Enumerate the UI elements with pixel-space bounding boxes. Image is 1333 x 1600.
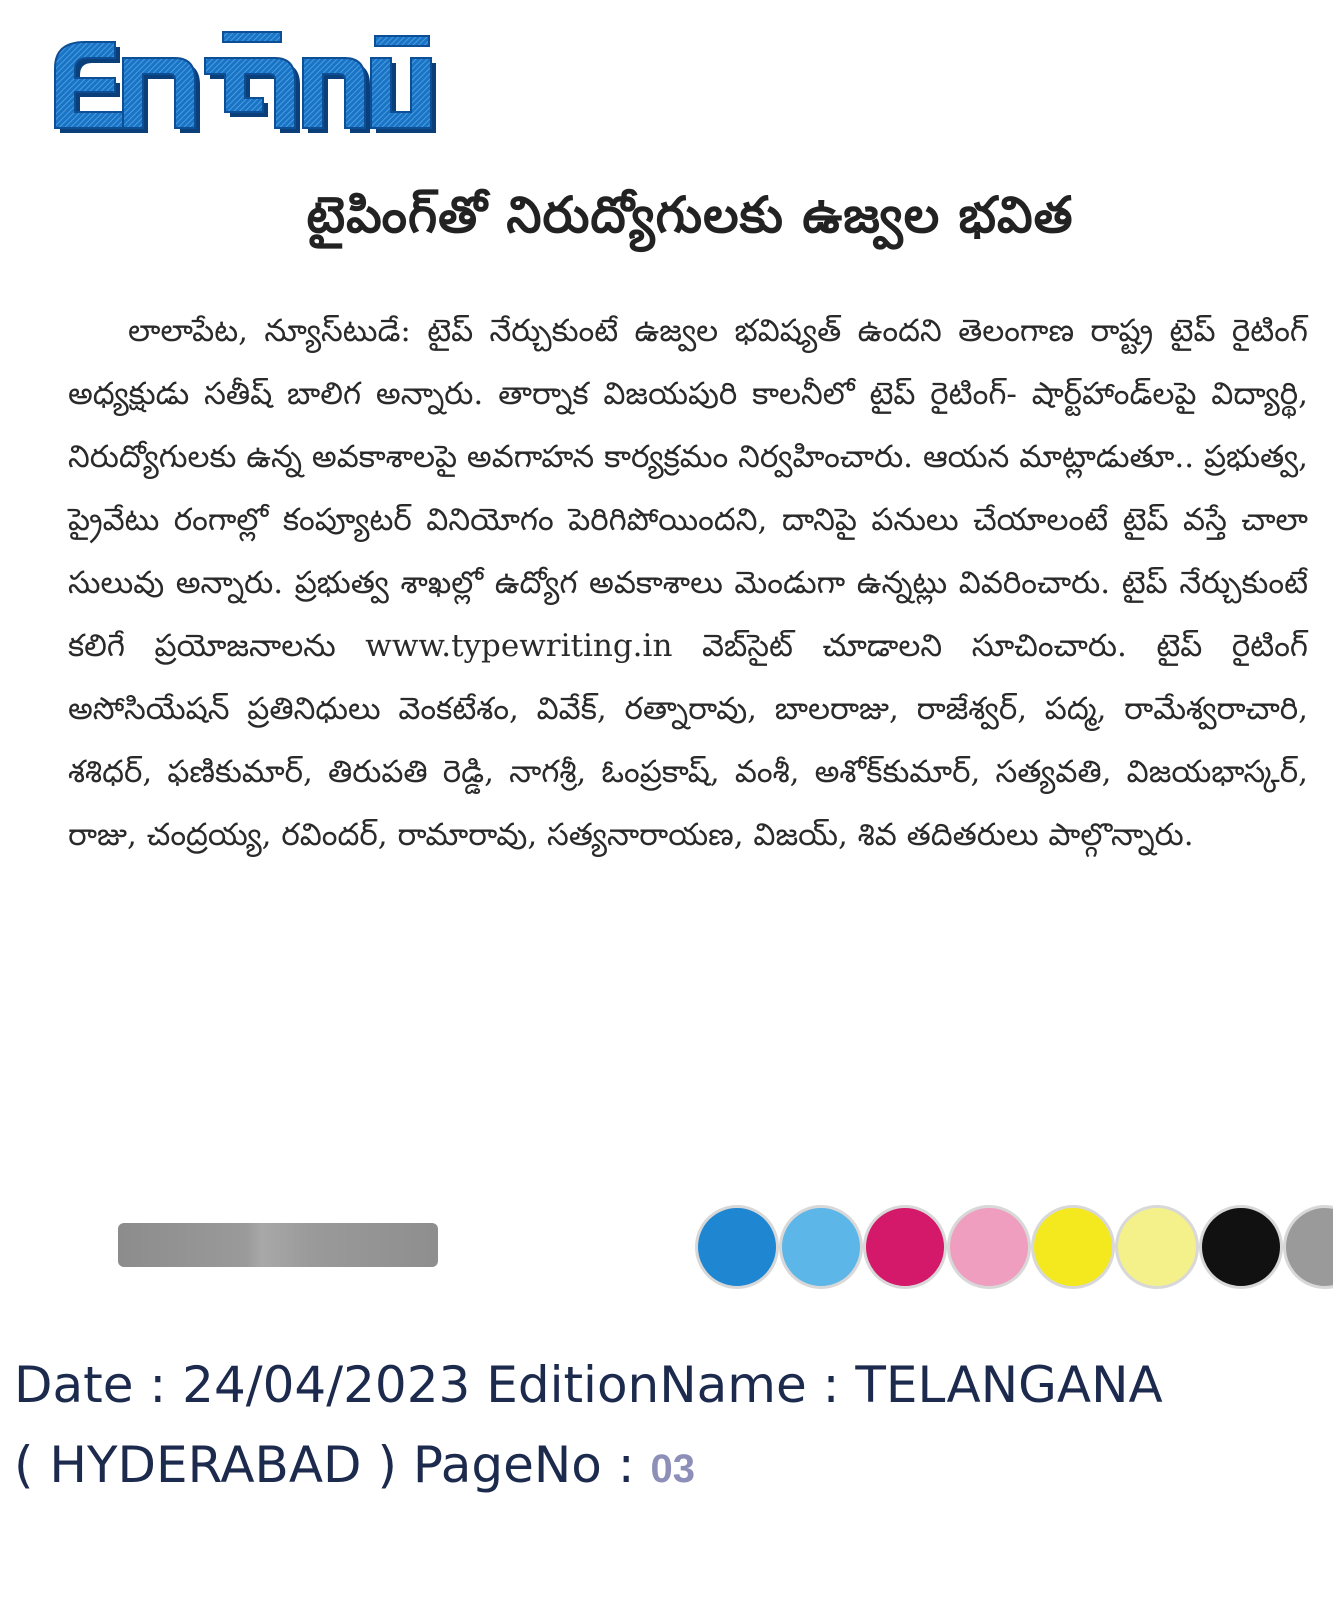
grey-tone-bar (118, 1223, 438, 1267)
clipping-metadata (14, 1345, 1314, 1509)
color-swatch (1115, 1205, 1199, 1289)
date-label: Date : (14, 1356, 183, 1414)
color-swatch (1199, 1205, 1283, 1289)
color-swatch (1283, 1205, 1333, 1289)
edition-value: TELANGANA (855, 1356, 1163, 1414)
color-swatch (695, 1205, 779, 1289)
page-no-label: PageNo : (412, 1436, 651, 1494)
edition-value-continued: ( HYDERABAD ) (14, 1436, 413, 1494)
eenadu-logo (45, 28, 440, 146)
color-swatch (1031, 1205, 1115, 1289)
newspaper-logo (45, 28, 440, 146)
date-value: 24/04/2023 (182, 1356, 471, 1414)
color-swatch (779, 1205, 863, 1289)
color-swatch (863, 1205, 947, 1289)
edition-label: EditionName : (486, 1356, 856, 1414)
color-registration-marks (695, 1205, 1333, 1295)
article-headline: టైపింగ్‌తో నిరుద్యోగులకు ఉజ్వల భవిత (306, 186, 1074, 244)
footer-line-1 (14, 1345, 1314, 1425)
color-swatch (947, 1205, 1031, 1289)
article-body: లాలాపేట, న్యూస్‌టుడే: టైప్ నేర్చుకుంటే ఉజ్వల భవిష్యత్ ఉందని తెలంగాణ రాష్ట్ర టైప్ రైటింగ్ అధ్యక్షుడు సతీష్ బాలిగ అన్నారు. తార్నాక విజయపురి కాలనీలో టైప్ రైటింగ్- షార్ట్‌హాండ్‌లపై విద్యార్థి, నిరుద్యోగులకు ఉన్న అవకాశాలపై అవగాహన కార్యక్రమం నిర్వహించారు. ఆయన మాట్లాడుతూ.. ప్రభుత్వ, ప్రైవేటు రంగాల్లో కంప్యూటర్ వినియోగం పెరిగిపోయిందని, దానిపై పనులు చేయాలంటే టైప్ వస్తే చాలా సులువు అన్నారు. ప్రభుత్వ శాఖల్లో ఉద్యోగ అవకాశాలు మెండుగా ఉన్నట్లు వివరించారు. టైప్ నేర్చుకుంటే కలిగే ప్రయోజనాలను www.typewriting.in వెబ్‌సైట్ చూడాలని సూచించారు. టైప్ రైటింగ్ అసోసియేషన్ ప్రతినిధులు వెంకటేశం, వివేక్, రత్నారావు, బాలరాజు, రాజేశ్వర్, పద్మ, రామేశ్వరాచారి, శశిధర్, ఫణికుమార్, తిరుపతి రెడ్డి, నాగశ్రీ, ఓంప్రకాష్, వంశీ, అశోక్‌కుమార్, సత్యవతి, విజయభాస్కర్, రాజు, చంద్రయ్య, రవిందర్, రామారావు, సత్యనారాయణ, విజయ్, శివ తదితరులు పాల్గొన్నారు. (68, 313, 1308, 853)
page-no-value: 03 (650, 1447, 696, 1491)
footer-line-2 (14, 1425, 1314, 1509)
